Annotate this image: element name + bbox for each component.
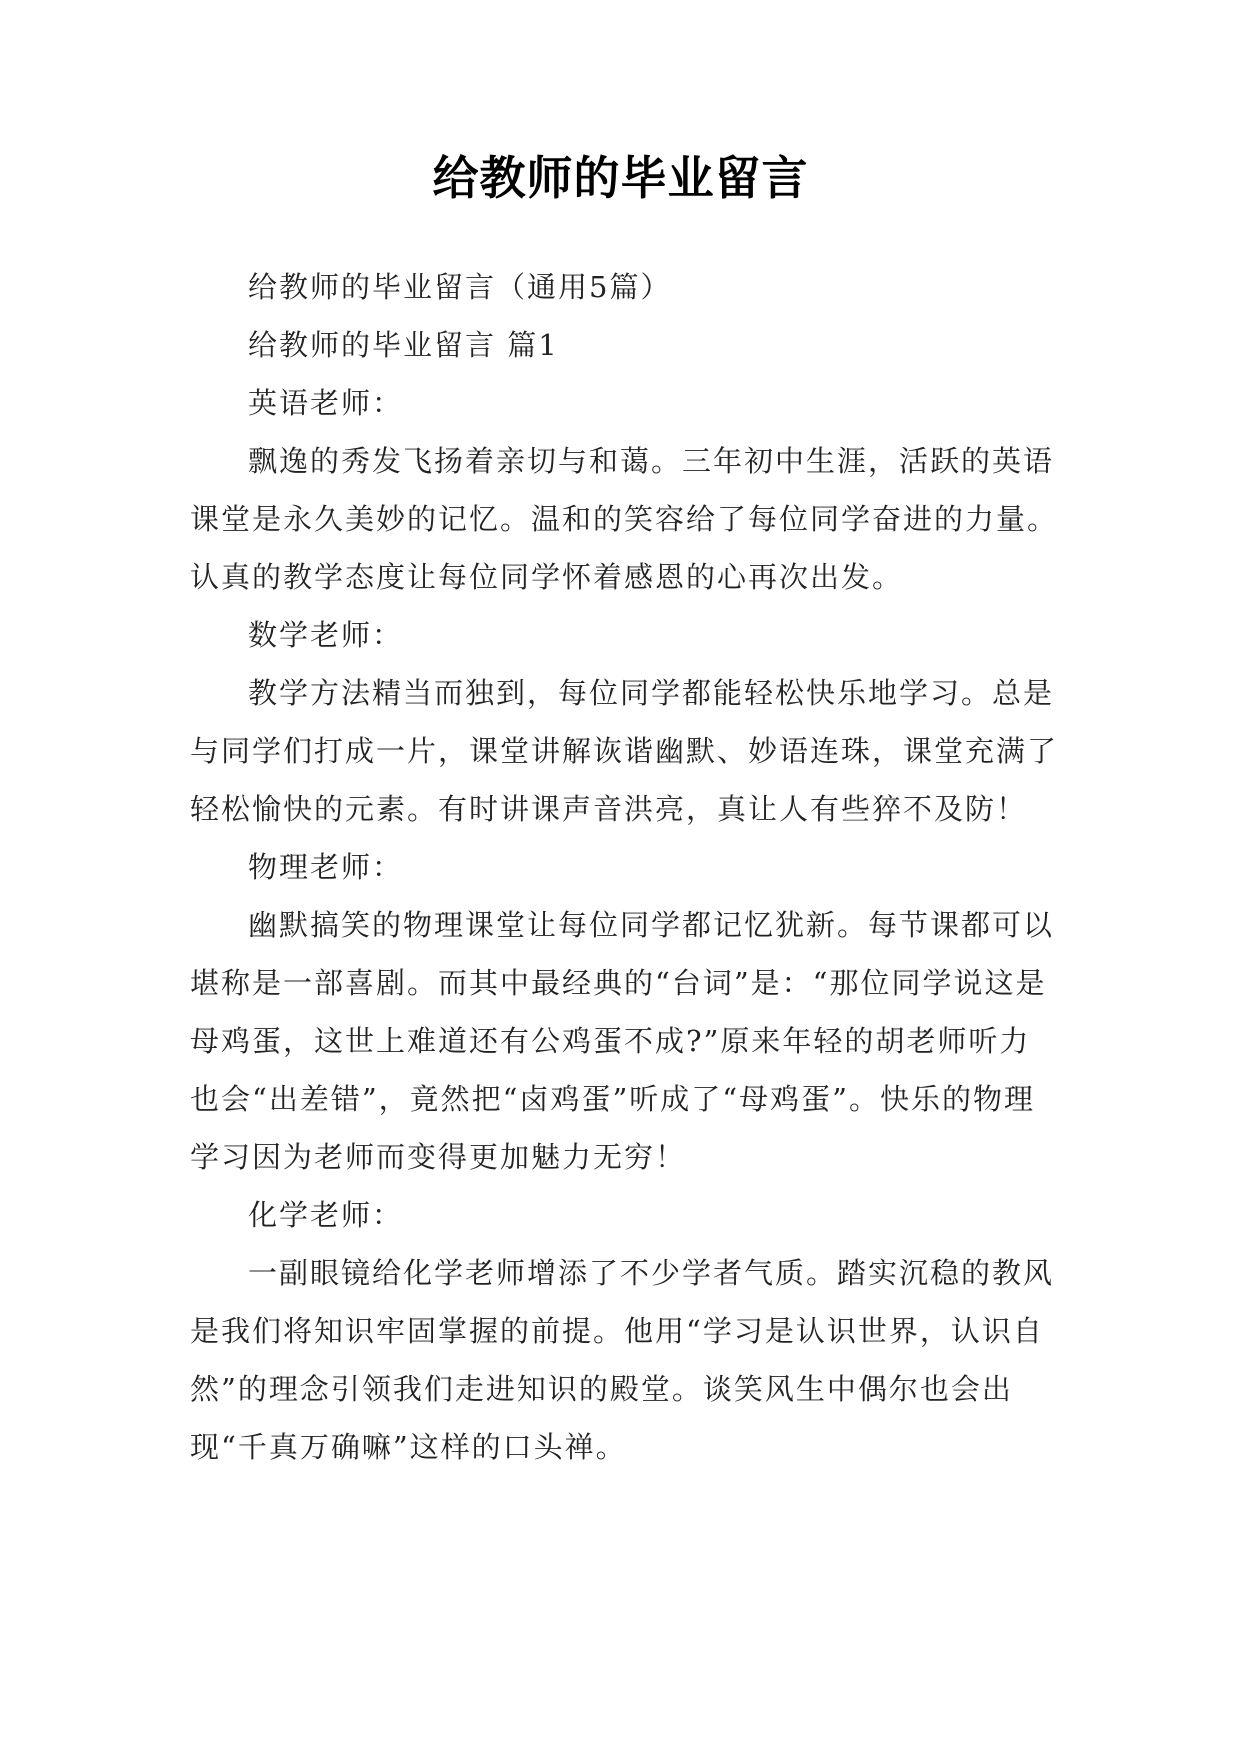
- message-english-teacher: 飘逸的秀发飞扬着亲切与和蔼。三年初中生涯，活跃的英语课堂是永久美妙的记忆。温和的笑容给了每位同学奋进的力量。认真的教学态度让每位同学怀着感恩的心再次出发。: [190, 444, 1059, 594]
- message-chemistry-teacher: 一副眼镜给化学老师增添了不少学者气质。踏实沉稳的教风是我们将知识牢固掌握的前提。他用“学习是认识世界，认识自然”的理念引领我们走进知识的殿堂。谈笑风生中偶尔也会出现“千真万确嘛”这样的口头禅。: [190, 1256, 1055, 1464]
- recipient-label-chemistry: 化学老师：: [248, 1198, 404, 1232]
- recipient-label-math: 数学老师：: [248, 618, 404, 652]
- doc-subtitle: 给教师的毕业留言（通用5篇）: [248, 270, 672, 304]
- recipient-label-english: 英语老师：: [248, 386, 404, 420]
- recipient-label-physics: 物理老师：: [248, 850, 404, 884]
- page-title: 给教师的毕业留言: [432, 151, 809, 205]
- message-physics-teacher: 幽默搞笑的物理课堂让每位同学都记忆犹新。每节课都可以堪称是一部喜剧。而其中最经典的“台词”是：“那位同学说这是母鸡蛋，这世上难道还有公鸡蛋不成?”原来年轻的胡老师听力也会“出差错”，竟然把“卤鸡蛋”听成了“母鸡蛋”。快乐的物理学习因为老师而变得更加魅力无穷！: [190, 908, 1055, 1174]
- section-heading: 给教师的毕业留言 篇1: [248, 328, 559, 362]
- document-body: [190, 258, 1060, 1476]
- message-math-teacher: 教学方法精当而独到，每位同学都能轻松快乐地学习。总是与同学们打成一片，课堂讲解诙谐幽默、妙语连珠，课堂充满了轻松愉快的元素。有时讲课声音洪亮，真让人有些猝不及防！: [190, 676, 1059, 826]
